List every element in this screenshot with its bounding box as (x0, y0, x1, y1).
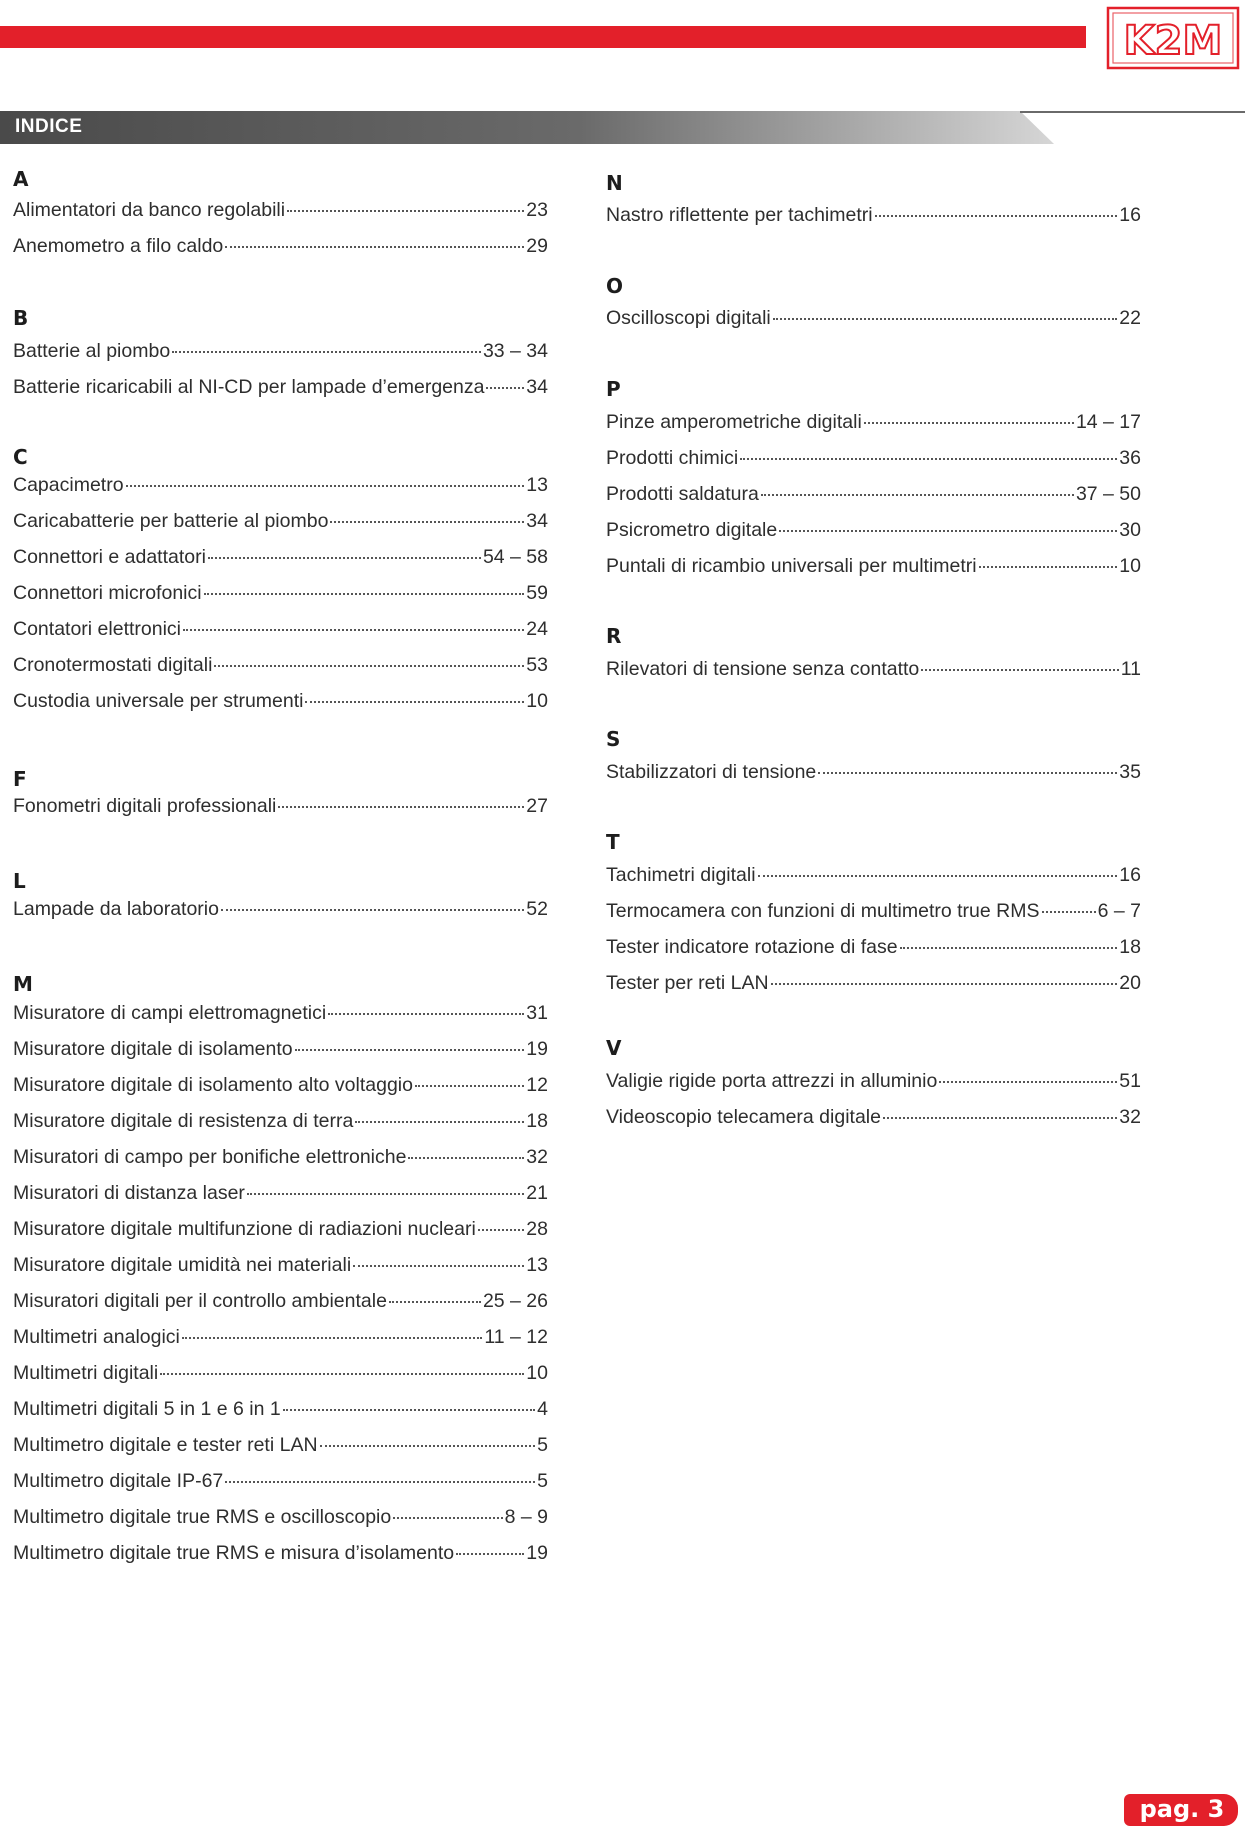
index-entry-page: 18 (1119, 936, 1141, 958)
index-entry-name: Cronotermostati digitali (13, 654, 213, 676)
index-entry (13, 235, 548, 261)
index-entry (13, 1290, 548, 1316)
index-entry-name: Puntali di ricambio universali per multimetri (606, 555, 977, 577)
index-entry-page: 59 (526, 582, 548, 604)
index-entry (13, 376, 548, 402)
index-entry-name: Multimetro digitale e tester reti LAN (13, 1434, 318, 1456)
index-entry-page: 4 (537, 1398, 548, 1420)
dot-leader (225, 1481, 535, 1483)
dot-leader (283, 1409, 535, 1411)
index-letter-heading: P (606, 377, 621, 401)
dot-leader (939, 1081, 1117, 1083)
index-entry-page: 28 (526, 1218, 548, 1240)
index-entry (13, 1542, 548, 1568)
dot-leader (389, 1301, 481, 1303)
index-letter-heading: T (606, 830, 620, 854)
dot-leader (486, 387, 524, 389)
index-entry-name: Multimetri digitali 5 in 1 e 6 in 1 (13, 1398, 281, 1420)
index-entry (606, 555, 1141, 581)
index-entry (606, 483, 1141, 509)
index-entry-page: 16 (1119, 864, 1141, 886)
index-entry-name: Fonometri digitali professionali (13, 795, 277, 817)
index-entry-page: 30 (1119, 519, 1141, 541)
index-entry-name: Multimetri digitali (13, 1362, 159, 1384)
index-letter-heading: B (13, 306, 29, 330)
index-entry (606, 658, 1141, 684)
index-letter-heading: N (606, 171, 623, 195)
brand-logo (1106, 6, 1240, 70)
index-entry-name: Multimetri analogici (13, 1326, 180, 1348)
index-entry-name: Misuratore digitale umidità nei materiali (13, 1254, 352, 1276)
index-letter-heading: C (13, 445, 28, 469)
index-entry-name: Nastro riflettente per tachimetri (606, 204, 873, 226)
dot-leader (478, 1229, 524, 1231)
dot-leader (875, 215, 1118, 217)
index-entry-name: Connettori e adattatori (13, 546, 206, 568)
dot-leader (172, 351, 481, 353)
index-entry-name: Misuratore digitale di isolamento (13, 1038, 293, 1060)
index-entry-page: 25 – 26 (482, 1290, 548, 1312)
dot-leader (818, 772, 1117, 774)
dot-leader (456, 1553, 524, 1555)
dot-leader (415, 1085, 524, 1087)
index-entry-page: 52 (526, 898, 548, 920)
index-entry (13, 1434, 548, 1460)
index-entry (13, 1254, 548, 1280)
index-entry (13, 1218, 548, 1244)
index-entry-page: 11 – 12 (484, 1326, 548, 1348)
index-entry (606, 900, 1141, 926)
index-entry (13, 898, 548, 924)
dot-leader (305, 701, 524, 703)
dot-leader (295, 1049, 525, 1051)
dot-leader (225, 246, 524, 248)
index-entry (606, 1106, 1141, 1132)
index-entry-name: Misuratore digitale multifunzione di radiazioni nucleari (13, 1218, 476, 1240)
index-entry-name: Multimetro digitale true RMS e oscilloscopio (13, 1506, 392, 1528)
top-accent-bar (0, 26, 1086, 48)
index-entry-page: 31 (526, 1002, 548, 1024)
dot-leader (287, 210, 524, 212)
index-letter-heading: O (606, 274, 624, 298)
dot-leader (160, 1373, 524, 1375)
index-entry-name: Multimetro digitale IP-67 (13, 1470, 224, 1492)
index-entry-page: 10 (526, 690, 548, 712)
index-entry-page: 18 (526, 1110, 548, 1132)
index-entry-page: 13 (526, 1254, 548, 1276)
index-entry-name: Tester indicatore rotazione di fase (606, 936, 898, 958)
index-entry-page: 21 (526, 1182, 548, 1204)
dot-leader (900, 947, 1118, 949)
index-entry (606, 411, 1141, 437)
index-entry-page: 11 (1120, 658, 1141, 680)
index-entry-page: 5 (537, 1470, 548, 1492)
index-entry-page: 33 – 34 (482, 340, 548, 362)
dot-leader (204, 593, 525, 595)
index-entry (13, 1182, 548, 1208)
index-entry-name: Anemometro a filo caldo (13, 235, 224, 257)
index-entry (13, 1038, 548, 1064)
dot-leader (1042, 911, 1096, 913)
index-letter-heading: S (606, 727, 621, 751)
index-entry-name: Prodotti chimici (606, 447, 739, 469)
index-entry (606, 864, 1141, 890)
dot-leader (208, 557, 481, 559)
index-entry (13, 1506, 548, 1532)
dot-leader (979, 566, 1118, 568)
index-entry-name: Stabilizzatori di tensione (606, 761, 817, 783)
index-entry-name: Misuratore di campi elettromagnetici (13, 1002, 327, 1024)
index-entry (13, 1362, 548, 1388)
index-entry-page: 34 (526, 510, 548, 532)
dot-leader (214, 665, 524, 667)
index-entry-name: Capacimetro (13, 474, 124, 496)
dot-leader (758, 875, 1118, 877)
dot-leader (330, 521, 524, 523)
index-entry-page: 6 – 7 (1097, 900, 1141, 922)
index-entry-name: Pinze amperometriche digitali (606, 411, 862, 433)
index-entry-page: 23 (526, 199, 548, 221)
dot-leader (779, 530, 1117, 532)
index-entry-page: 16 (1119, 204, 1141, 226)
index-entry (606, 519, 1141, 545)
index-entry-name: Misuratore digitale di resistenza di terra (13, 1110, 354, 1132)
dot-leader (408, 1157, 524, 1159)
index-letter-heading: F (13, 767, 27, 791)
index-entry (606, 307, 1141, 333)
dot-leader (740, 458, 1117, 460)
dot-leader (921, 669, 1118, 671)
index-entry-name: Contatori elettronici (13, 618, 181, 640)
section-header-band (0, 111, 1250, 144)
index-entry-name: Tachimetri digitali (606, 864, 756, 886)
dot-leader (278, 806, 524, 808)
index-entry (13, 510, 548, 536)
index-entry-page: 10 (526, 1362, 548, 1384)
index-entry (13, 1002, 548, 1028)
index-entry-page: 5 (537, 1434, 548, 1456)
index-entry-page: 27 (526, 795, 548, 817)
index-entry (13, 582, 548, 608)
dot-leader (247, 1193, 524, 1195)
index-entry-page: 10 (1119, 555, 1141, 577)
dot-leader (183, 629, 524, 631)
index-entry-name: Prodotti saldatura (606, 483, 759, 505)
index-entry-page: 19 (526, 1542, 548, 1564)
page-title: INDICE (15, 116, 83, 137)
dot-leader (126, 485, 525, 487)
index-entry-page: 53 (526, 654, 548, 676)
index-entry-page: 14 – 17 (1075, 411, 1141, 433)
index-entry (13, 546, 548, 572)
index-letter-heading: V (606, 1036, 622, 1060)
index-entry (13, 654, 548, 680)
index-entry (606, 447, 1141, 473)
dot-leader (328, 1013, 524, 1015)
index-entry (13, 1074, 548, 1100)
index-entry (13, 690, 548, 716)
index-entry (606, 972, 1141, 998)
dot-leader (182, 1337, 482, 1339)
index-entry-page: 24 (526, 618, 548, 640)
index-entry (606, 936, 1141, 962)
index-entry-page: 19 (526, 1038, 548, 1060)
index-entry-name: Caricabatterie per batterie al piombo (13, 510, 329, 532)
index-entry (13, 1110, 548, 1136)
index-entry-name: Custodia universale per strumenti (13, 690, 304, 712)
dot-leader (883, 1117, 1117, 1119)
index-entry (606, 761, 1141, 787)
index-entry-page: 34 (526, 376, 548, 398)
index-entry (13, 199, 548, 225)
index-entry (13, 474, 548, 500)
index-entry-name: Connettori microfonici (13, 582, 202, 604)
index-entry (13, 618, 548, 644)
index-entry-page: 32 (1119, 1106, 1141, 1128)
index-entry-page: 37 – 50 (1075, 483, 1141, 505)
index-entry (606, 204, 1141, 230)
index-entry (13, 340, 548, 366)
index-entry-name: Batterie al piombo (13, 340, 171, 362)
dot-leader (355, 1121, 524, 1123)
index-entry-name: Psicrometro digitale (606, 519, 778, 541)
dot-leader (761, 494, 1074, 496)
index-entry-name: Misuratori di campo per bonifiche elettroniche (13, 1146, 407, 1168)
index-entry (13, 1470, 548, 1496)
page-number-label: pag. 3 (1139, 1795, 1225, 1823)
index-entry-name: Misuratori di distanza laser (13, 1182, 245, 1204)
index-entry-name: Tester per reti LAN (606, 972, 769, 994)
index-letter-heading: A (13, 167, 29, 191)
index-entry-page: 22 (1119, 307, 1141, 329)
dot-leader (393, 1517, 502, 1519)
dot-leader (353, 1265, 524, 1267)
index-entry-page: 12 (526, 1074, 548, 1096)
index-entry-name: Misuratori digitali per il controllo ambientale (13, 1290, 387, 1312)
index-entry-name: Valigie rigide porta attrezzi in alluminio (606, 1070, 938, 1092)
dot-leader (771, 983, 1118, 985)
index-entry-page: 8 – 9 (504, 1506, 548, 1528)
index-entry (13, 795, 548, 821)
index-letter-heading: M (13, 972, 33, 996)
index-entry-name: Videoscopio telecamera digitale (606, 1106, 881, 1128)
index-entry-page: 20 (1119, 972, 1141, 994)
logo-text: K2M (1123, 18, 1223, 64)
index-entry-name: Alimentatori da banco regolabili (13, 199, 286, 221)
dot-leader (221, 909, 524, 911)
index-entry-page: 51 (1119, 1070, 1141, 1092)
index-letter-heading: L (13, 869, 26, 893)
index-entry-name: Batterie ricaricabili al NI-CD per lampade d’emergenza (13, 376, 485, 398)
index-entry (606, 1070, 1141, 1096)
index-entry-page: 54 – 58 (482, 546, 548, 568)
dot-leader (773, 318, 1118, 320)
dot-leader (320, 1445, 536, 1447)
index-entry-page: 36 (1119, 447, 1141, 469)
index-entry (13, 1326, 548, 1352)
index-entry-page: 13 (526, 474, 548, 496)
index-entry-name: Misuratore digitale di isolamento alto voltaggio (13, 1074, 413, 1096)
index-entry-page: 35 (1119, 761, 1141, 783)
index-entry-page: 32 (526, 1146, 548, 1168)
dot-leader (864, 422, 1074, 424)
index-letter-heading: R (606, 624, 622, 648)
index-entry-page: 29 (526, 235, 548, 257)
index-entry-name: Lampade da laboratorio (13, 898, 219, 920)
index-entry (13, 1398, 548, 1424)
index-entry-name: Multimetro digitale true RMS e misura d’isolamento (13, 1542, 455, 1564)
index-entry-name: Oscilloscopi digitali (606, 307, 771, 329)
index-entry-name: Termocamera con funzioni di multimetro true RMS (606, 900, 1040, 922)
index-entry-name: Rilevatori di tensione senza contatto (606, 658, 920, 680)
index-entry (13, 1146, 548, 1172)
